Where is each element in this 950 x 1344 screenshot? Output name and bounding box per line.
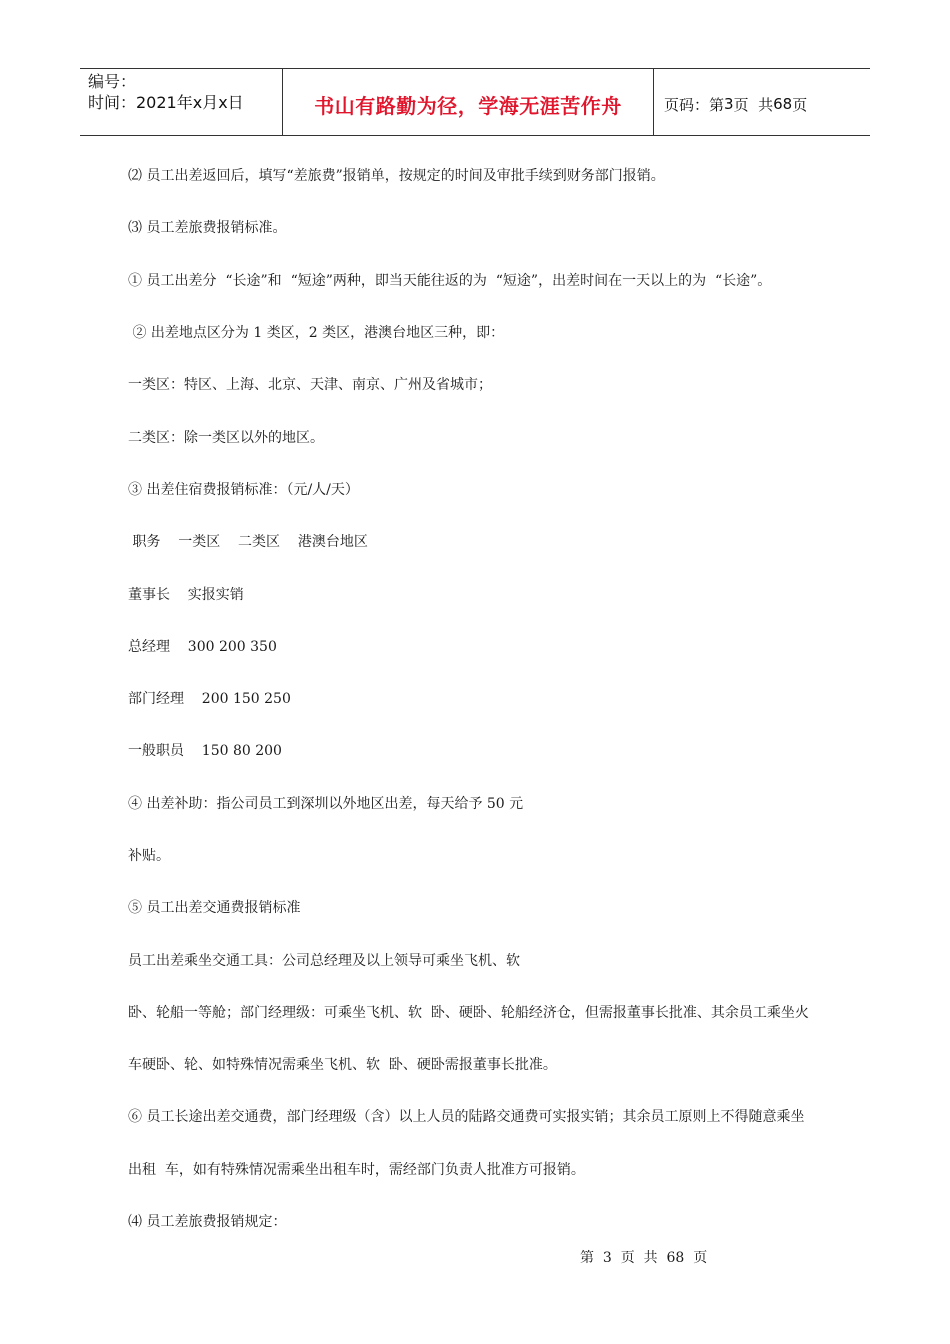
- page-info-prefix: 页码：第: [664, 95, 725, 114]
- body-line: ② 出差地点区分为 1 类区，2 类区，港澳台地区三种，即：: [128, 325, 505, 341]
- page-current: 3: [724, 95, 734, 113]
- page-info-suffix: 页: [792, 95, 808, 114]
- table-row: 总经理 300 200 350: [128, 639, 277, 655]
- body-line: 卧、轮船一等舱；部门经理级：可乘坐飞机、软 卧、硬卧、轮船经济仓，但需报董事长批准、其余员工乘坐火: [128, 1005, 809, 1021]
- body-line: ④ 出差补助：指公司员工到深圳以外地区出差，每天给予 50 元: [128, 796, 524, 812]
- page-footer: 第 3 页 共 68 页: [580, 1250, 708, 1266]
- body-line: ⑶ 员工差旅费报销标准。: [128, 220, 287, 236]
- body-line: 二类区：除一类区以外的地区。: [128, 430, 324, 446]
- time-label: 时间：2021年x月x日: [88, 93, 244, 112]
- table-row: 董事长 实报实销: [128, 587, 244, 603]
- body-line: 一类区：特区、上海、北京、天津、南京、广州及省城市；: [128, 377, 492, 393]
- table-header-row: 职务 一类区 二类区 港澳台地区: [128, 534, 368, 550]
- body-line: 补贴。: [128, 848, 170, 864]
- page-total: 68: [773, 95, 793, 113]
- body-line: ⑵ 员工出差返回后，填写“差旅费”报销单，按规定的时间及审批手续到财务部门报销。: [128, 168, 665, 184]
- number-label: 编号：: [88, 72, 137, 91]
- page-info-mid: 页 共: [733, 95, 774, 114]
- body-line: ① 员工出差分 “长途”和 “短途”两种，即当天能往返的为 “短途”，出差时间在一天以上的为 “长途”。: [128, 273, 772, 289]
- page-header: [80, 68, 870, 136]
- table-row: 部门经理 200 150 250: [128, 691, 291, 707]
- table-row: 一般职员 150 80 200: [128, 743, 282, 759]
- header-motto: 书山有路勤为径，学海无涯苦作舟: [282, 69, 654, 135]
- body-line: 出租 车，如有特殊情况需乘坐出租车时，需经部门负责人批准方可报销。: [128, 1162, 585, 1178]
- body-line: ⑤ 员工出差交通费报销标准: [128, 900, 301, 916]
- body-line: 车硬卧、轮、如特殊情况需乘坐飞机、软 卧、硬卧需报董事长批准。: [128, 1057, 557, 1073]
- body-line: ③ 出差住宿费报销标准：（元/人/天）: [128, 482, 359, 498]
- body-line: ⑷ 员工差旅费报销规定：: [128, 1214, 287, 1230]
- header-page-info: [654, 69, 870, 135]
- header-meta: [80, 69, 282, 135]
- body-line: ⑥ 员工长途出差交通费，部门经理级（含）以上人员的陆路交通费可实报实销；其余员工原则上不得随意乘坐: [128, 1109, 805, 1125]
- body-line: 员工出差乘坐交通工具：公司总经理及以上领导可乘坐飞机、软: [128, 953, 520, 969]
